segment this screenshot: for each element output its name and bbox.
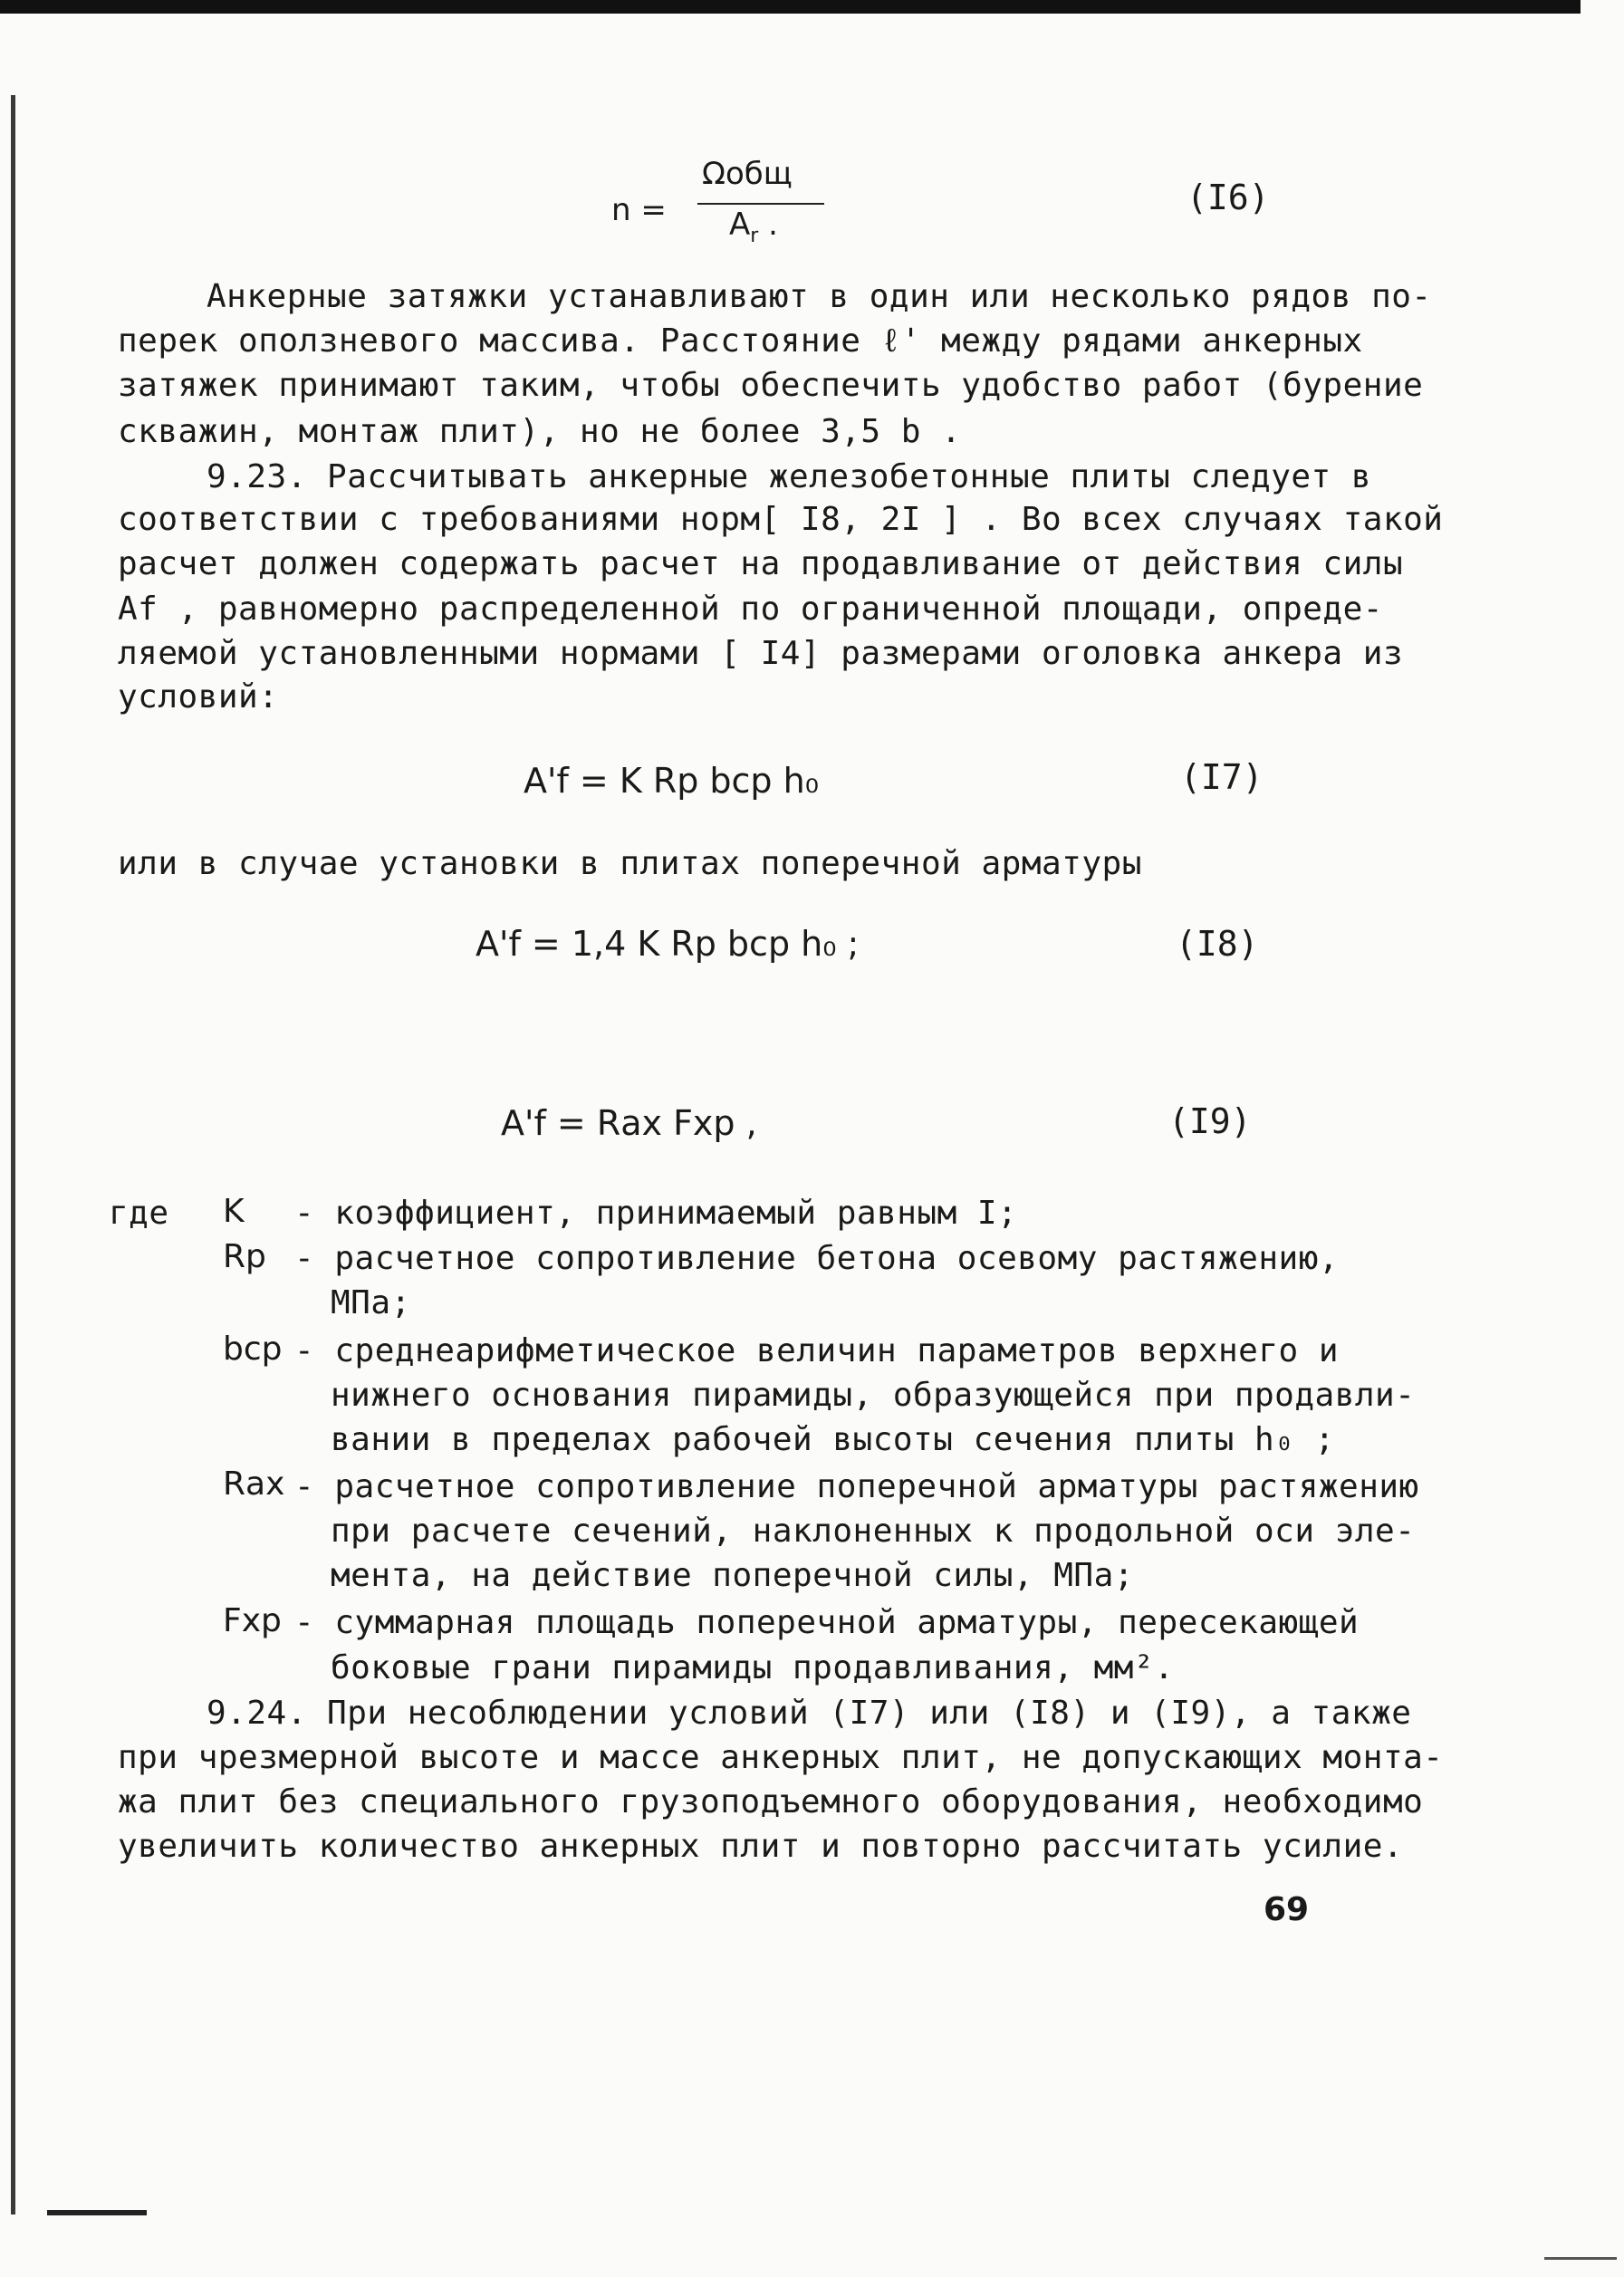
para2-line: Af , равномерно распределенной по ограниченной площади, опреде- [118, 591, 1383, 628]
or-line: или в случае установки в плитах поперечной арматуры [118, 845, 1142, 882]
where-label: где [109, 1195, 169, 1232]
def-line: - среднеарифметическое величин параметров верхнего и [294, 1332, 1340, 1369]
top-scan-border [0, 0, 1581, 14]
page-number: 69 [1264, 1891, 1310, 1928]
def-symbol-rax: Rах [223, 1465, 285, 1503]
fraction-bar [697, 203, 824, 205]
formula-16-denominator: $A_r$ . [729, 207, 778, 247]
para1-line: Анкерные затяжки устанавливают в один или несколько рядов по- [207, 278, 1432, 315]
para3-line: увеличить количество анкерных плит и повторно рассчитать усилие. [118, 1828, 1404, 1865]
def-line: МПа; [331, 1284, 411, 1321]
def-line: нижнего основания пирамиды, образующейся при продавли- [331, 1377, 1416, 1414]
para2-line: соответствии с требованиями норм[ I8, 2I ] . Во всех случаях такой [118, 501, 1444, 538]
para1-line: скважин, монтаж плит), но не более 3,5 b . [118, 413, 962, 450]
para3-line: при чрезмерной высоте и массе анкерных плит, не допускающих монта- [118, 1739, 1444, 1776]
def-symbol-k: K [223, 1193, 245, 1230]
para2-line: условий: [118, 678, 279, 716]
formula-18: A'f = 1,4 K Rp bср h₀ ; [476, 924, 860, 964]
def-line: - суммарная площадь поперечной арматуры, пересекающей [294, 1604, 1360, 1641]
def-line: вании в пределах рабочей высоты сечения плиты h₀ ; [331, 1421, 1335, 1458]
def-line: - расчетное сопротивление поперечной арматуры растяжению [294, 1468, 1419, 1505]
para2-line: расчет должен содержать расчет на продавливание от действия силы [118, 545, 1404, 582]
para3-line: жа плит без специального грузоподъемного оборудования, необходимо [118, 1783, 1424, 1821]
def-line: - коэффициент, принимаемый равным I; [294, 1195, 1018, 1232]
def-symbol-rp: Rp [223, 1238, 266, 1275]
para2-line: ляемой установленными нормами [ I4] размерами оголовка анкера из [118, 635, 1404, 672]
para3-line: 9.24. При несоблюдении условий (I7) или (I8) и (I9), а также [207, 1695, 1412, 1732]
def-symbol-bcp: bср [223, 1331, 283, 1368]
def-symbol-fxp: Fхр [223, 1602, 282, 1639]
formula-16-number: (I6) [1187, 178, 1270, 217]
formula-17: A'f = K Rp bср h₀ [524, 761, 819, 801]
def-line: - расчетное сопротивление бетона осевому растяжению, [294, 1240, 1340, 1277]
bottom-right-scan-mark [1544, 2257, 1617, 2260]
bottom-scan-mark [47, 2210, 147, 2215]
para1-line: затяжек принимают таким, чтобы обеспечить удобство работ (бурение [118, 367, 1424, 404]
formula-18-number: (I8) [1176, 924, 1259, 964]
formula-17-number: (I7) [1180, 757, 1264, 797]
formula-19-number: (I9) [1168, 1101, 1252, 1141]
para2-line: 9.23. Рассчитывать анкерные железобетонные плиты следует в [207, 458, 1372, 495]
para1-line: перек оползневого массива. Расстояние ℓ' между рядами анкерных [118, 322, 1363, 360]
left-scan-edge [11, 95, 15, 2215]
def-line: боковые грани пирамиды продавливания, мм². [331, 1649, 1175, 1686]
formula-16-lhs: n = [611, 192, 667, 228]
def-line: при расчете сечений, наклоненных к продольной оси эле- [331, 1513, 1416, 1550]
formula-16-numerator: Ωобщ [702, 156, 793, 192]
formula-19: A'f = Rах Fхр , [501, 1103, 757, 1143]
def-line: мента, на действие поперечной силы, МПа; [331, 1557, 1134, 1594]
formula-16 [611, 156, 847, 255]
